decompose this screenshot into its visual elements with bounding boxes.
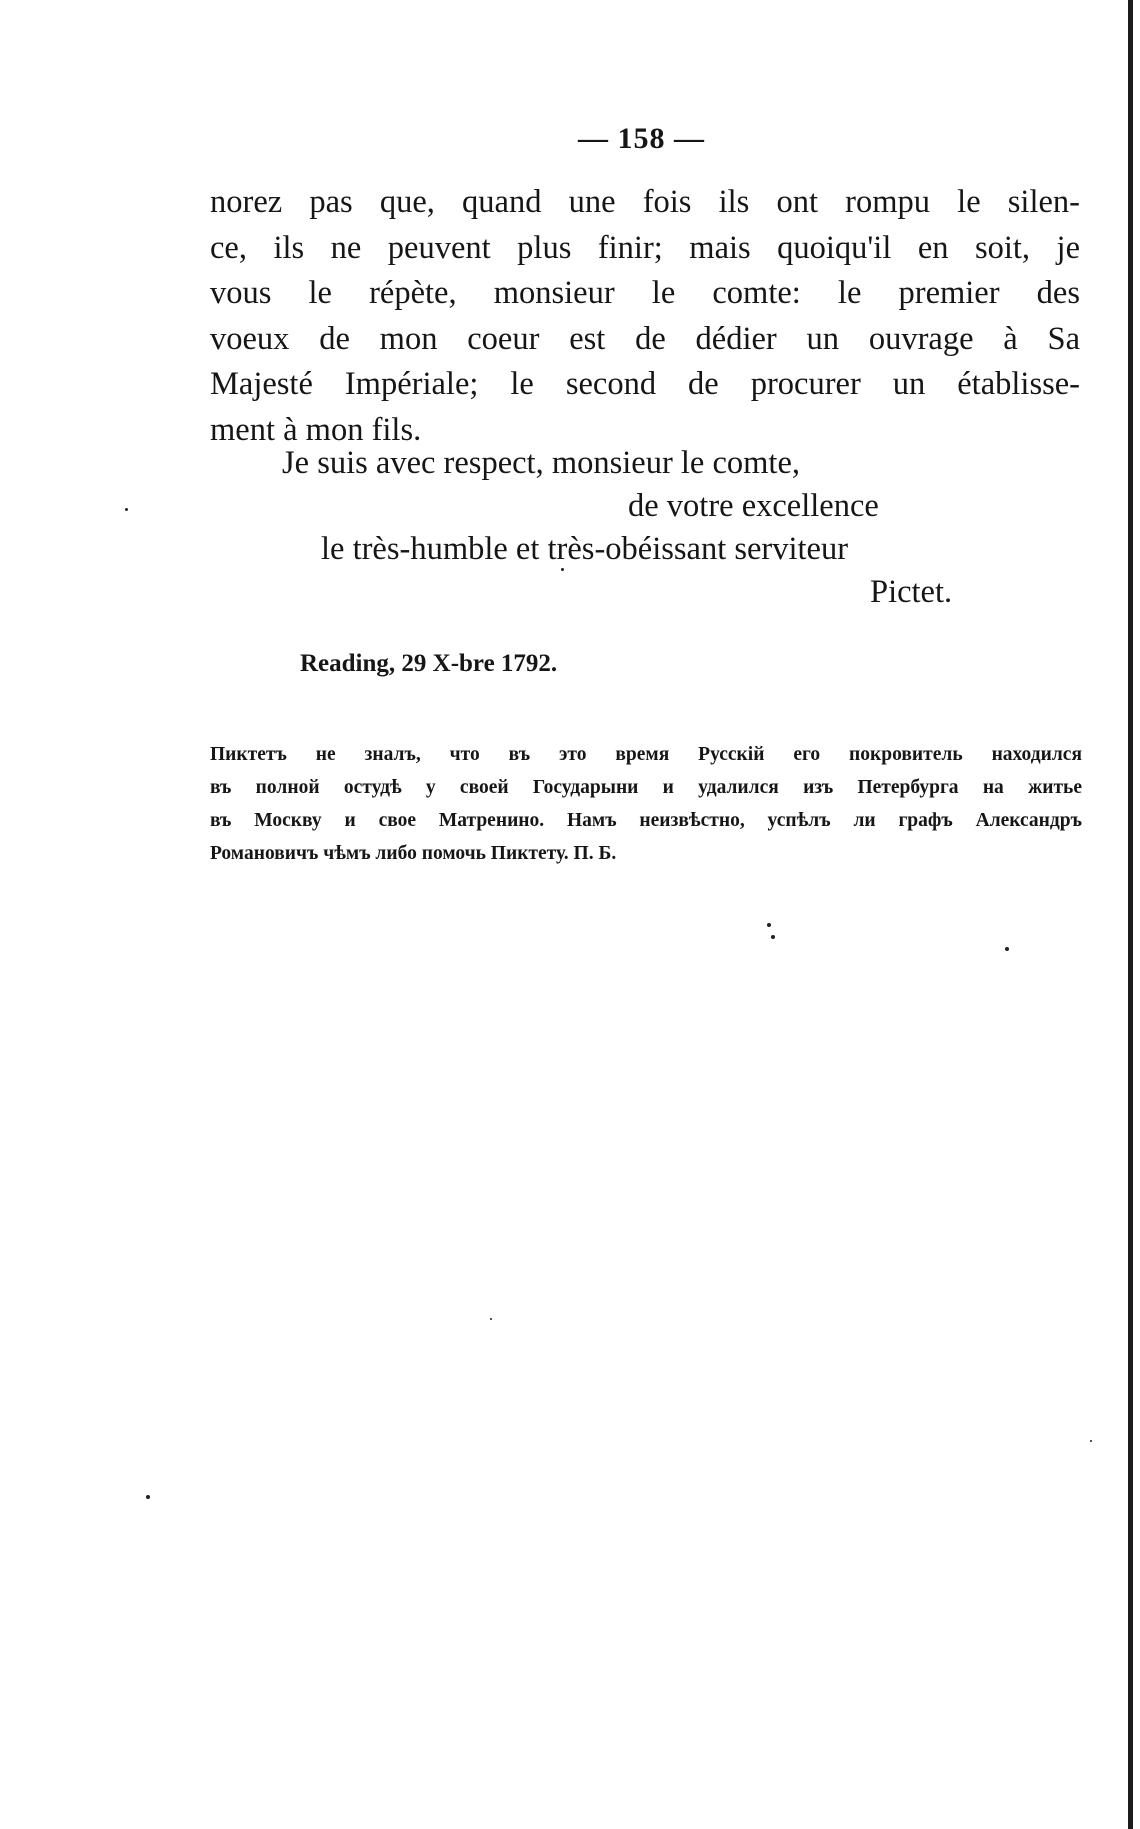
scan-speck (146, 1495, 150, 1499)
closing-line: le très-humble et très-obéissant serviteur (321, 531, 849, 567)
scan-speck (1005, 947, 1009, 951)
closing-line: de votre excellence (628, 488, 879, 524)
letter-body (210, 180, 1080, 453)
signature: Pictet. (870, 574, 953, 610)
scan-speck (771, 935, 775, 939)
body-line: norez pas que, quand une fois ils ont rompu le silen- (210, 184, 1080, 220)
scan-speck (125, 508, 128, 511)
note-line: въ полной остудѣ у своей Государыни и удалился изъ Петербурга на житье (210, 777, 1082, 798)
scan-speck (490, 1318, 492, 1320)
body-line: voeux de mon coeur est de dédier un ouvrage à Sa (210, 320, 1080, 357)
scan-speck (767, 923, 771, 927)
note-line: Романовичъ чѣмъ либо помочь Пиктету. П. Б. (210, 843, 617, 864)
editor-note (210, 738, 1082, 870)
body-line: ce, ils ne peuvent plus finir; mais quoiqu'il en soit, je (210, 229, 1080, 266)
scan-speck (561, 568, 564, 571)
body-line: Majesté Impériale; le second de procurer un établisse- (210, 366, 1080, 402)
note-line: въ Москву и свое Матренино. Намъ неизвѣстно, успѣлъ ли графъ Александръ (210, 810, 1082, 831)
dateline: Reading, 29 X-bre 1792. (300, 650, 558, 677)
closing-line: Je suis avec respect, monsieur le comte, (282, 445, 801, 481)
body-line: vous le répète, monsieur le comte: le premier des (210, 275, 1080, 311)
scan-speck (1090, 1440, 1092, 1442)
note-line: Пиктетъ не зналъ, что въ это время Русскій его покровитель находился (210, 744, 1082, 765)
letter-closing (210, 442, 1080, 614)
body-line: ment à mon fils. (210, 411, 422, 448)
page-edge-border (1128, 0, 1133, 1829)
page-number: — 158 — (578, 122, 705, 155)
